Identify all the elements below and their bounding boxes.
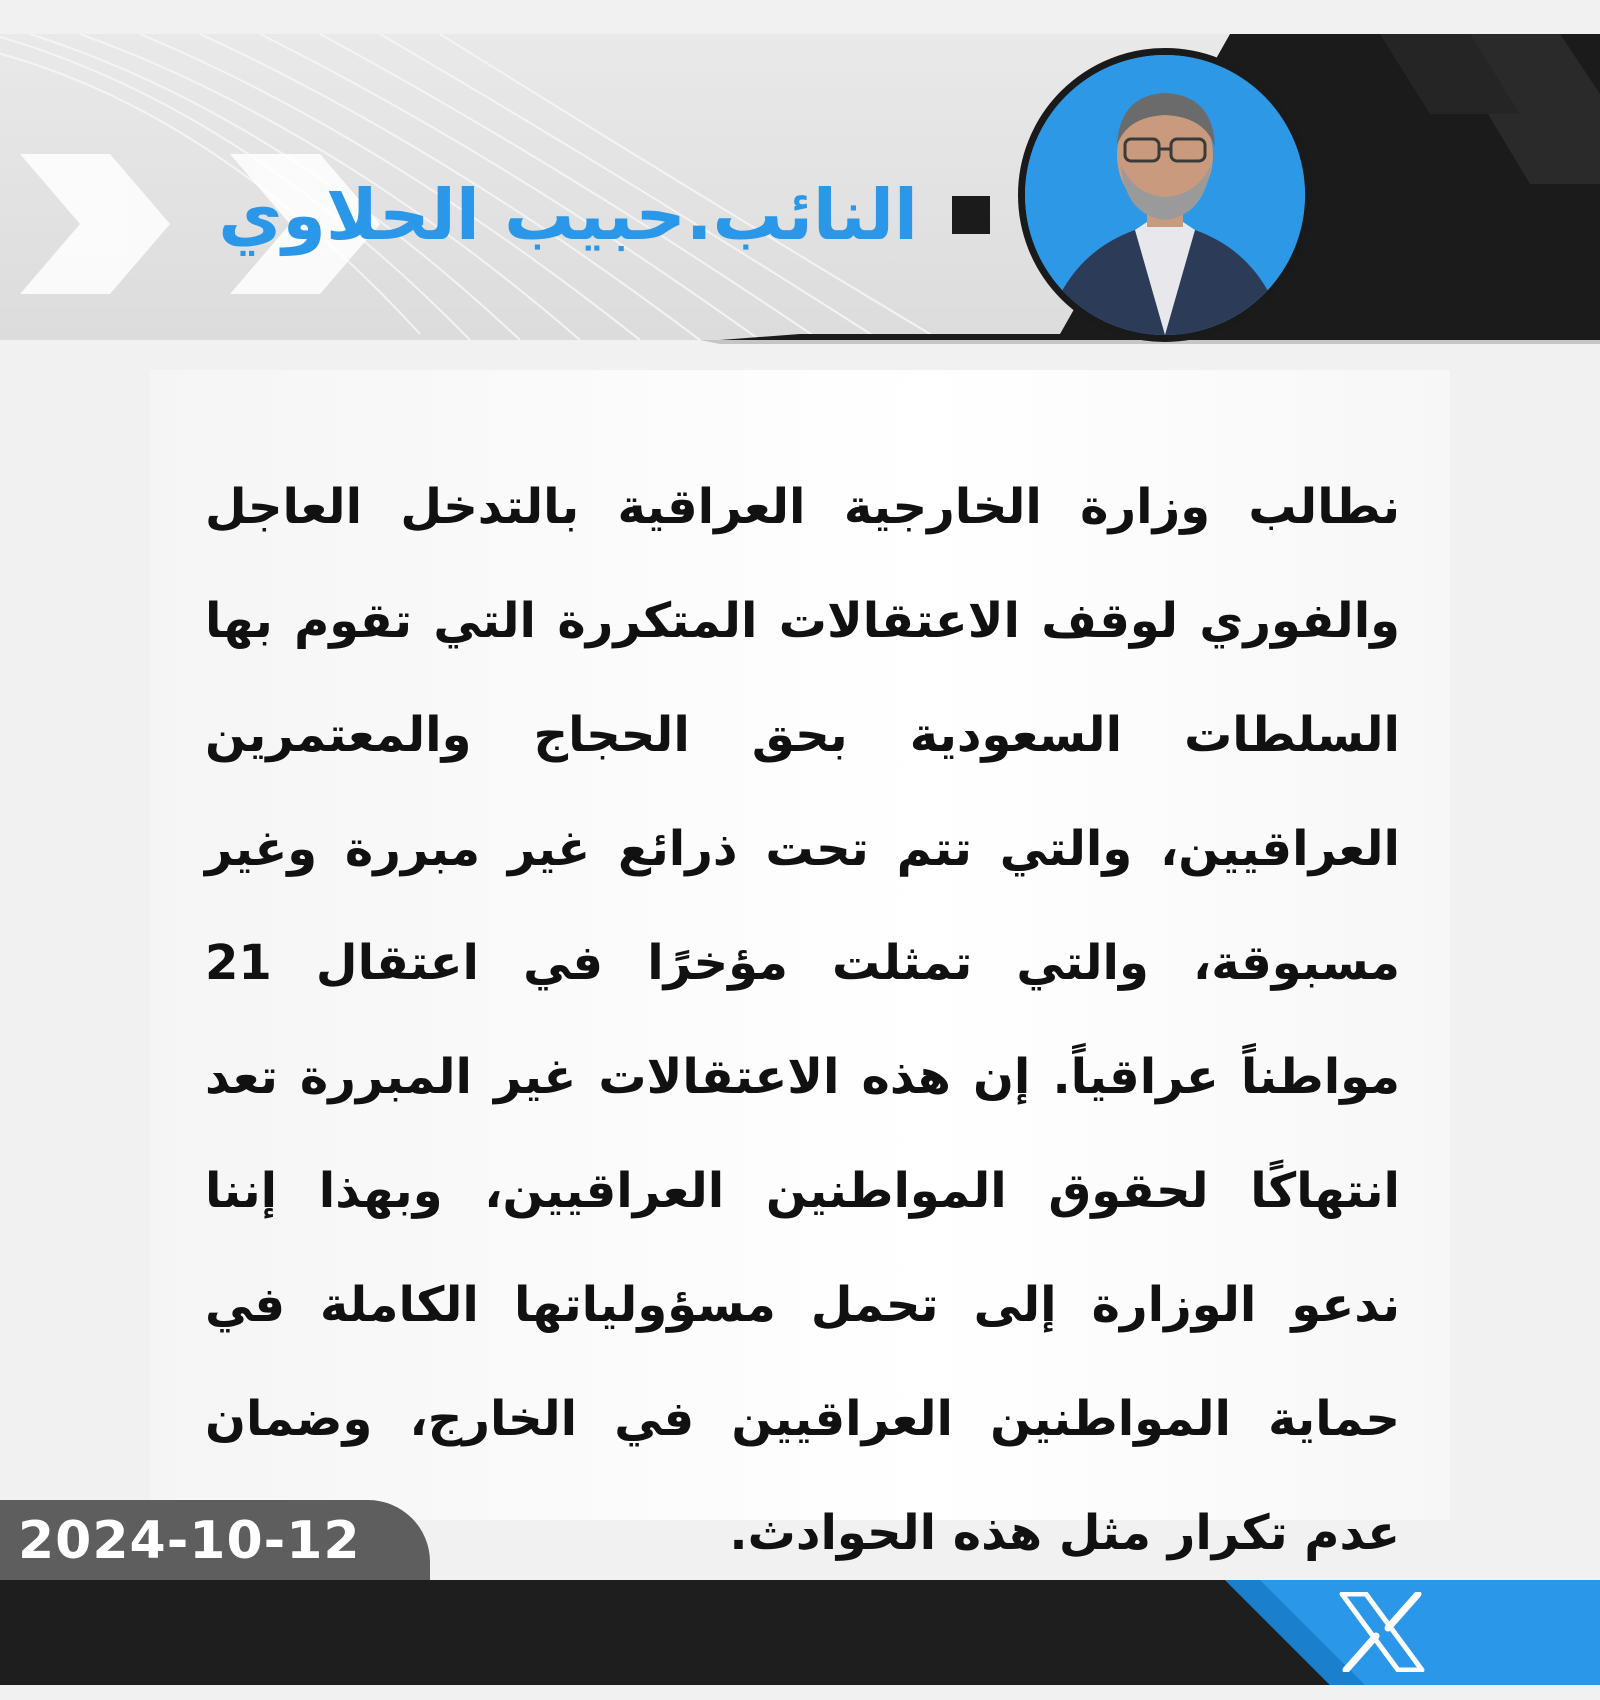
speaker-name: النائب.حبيب الحلاوي — [218, 174, 918, 256]
statement-text: نطالب وزارة الخارجية العراقية بالتدخل العاجل والفوري لوقف الاعتقالات المتكررة التي تقوم بها السلطات السعودية بحق الحجاج والمعتمرين العراقيين، والتي تتم تحت ذرائع غير مبررة وغير مسبوقة، والتي تمثلت مؤخرًا في اعتقال 21 مواطناً عراقياً. إن هذه الاعتقالات غير المبررة تعد انتهاكًا لحقوق المواطنين العراقيين، وبهذا إننا ندعو الوزارة إلى تحمل مسؤولياتها الكاملة في حماية المواطنين العراقيين في الخارج، وضمان عدم تكرار مثل هذه الحوادث. — [205, 479, 1400, 1561]
bullet-square-icon — [952, 196, 990, 234]
x-logo-icon[interactable] — [1338, 1592, 1426, 1672]
speaker-name-row — [210, 165, 990, 265]
statement-date: 2024-10-12 — [18, 1511, 361, 1571]
speaker-avatar-icon — [1025, 55, 1305, 335]
speaker-portrait — [1018, 48, 1312, 342]
